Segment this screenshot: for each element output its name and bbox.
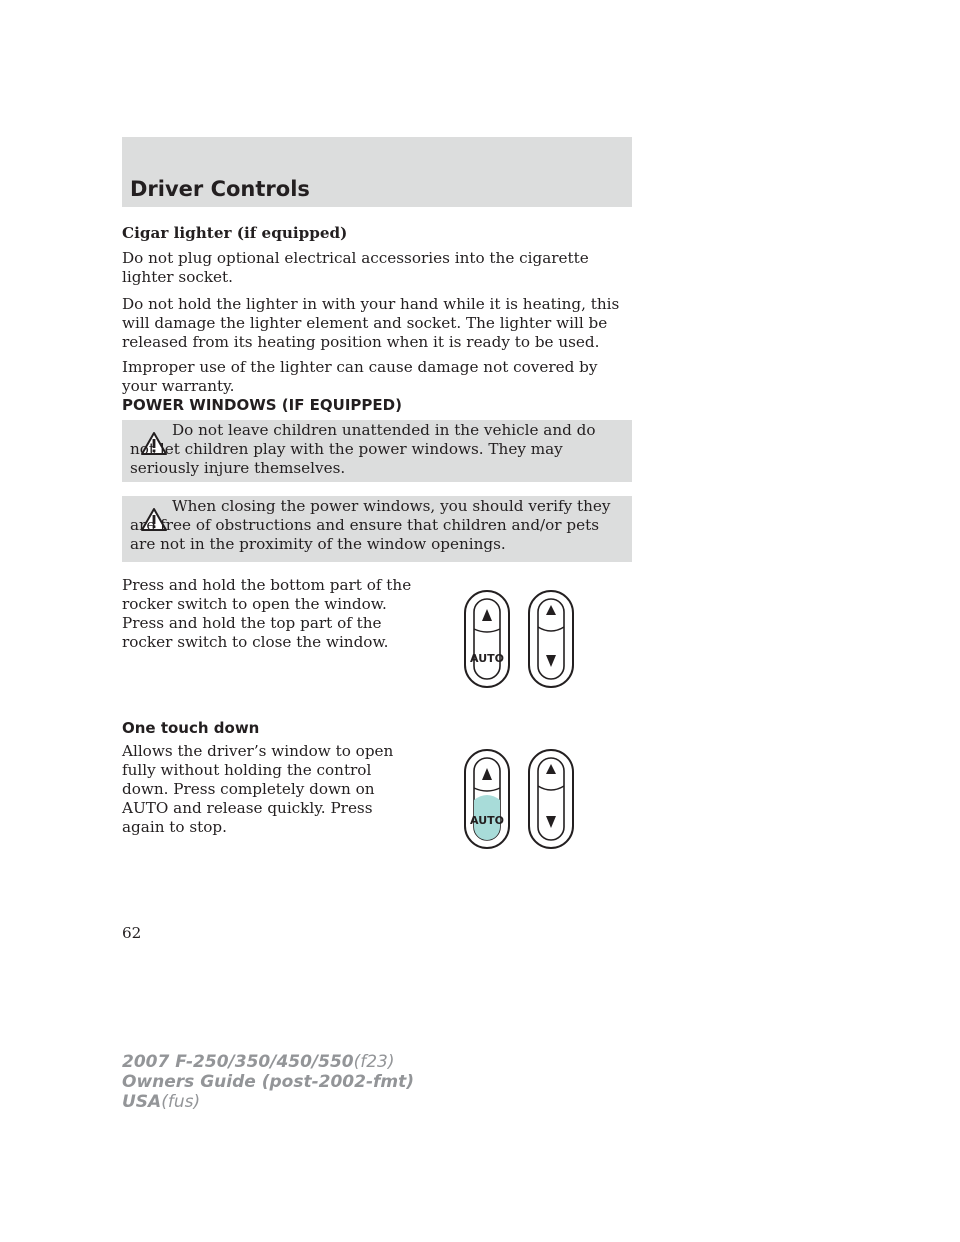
auto-rocker-switch xyxy=(465,591,509,687)
footer-market-code: (fus) xyxy=(161,1092,201,1112)
power-windows-heading: POWER WINDOWS (IF EQUIPPED) xyxy=(122,396,402,414)
one-touch-down-text: Allows the driver’s window to open fully without holding the control down. Press completely down on AUTO and release quickly. Press again to stop. xyxy=(122,742,394,836)
cigar-paragraph-1: Do not plug optional electrical accessories into the cigarette lighter socket. xyxy=(122,249,589,286)
rocker-switch-instructions: Press and hold the bottom part of the rocker switch to open the window. Press and hold the top part of the rocker switch to close the window. xyxy=(122,576,412,651)
passenger-rocker-switch xyxy=(529,750,573,848)
one-touch-down-heading: One touch down xyxy=(122,719,260,737)
warning-box-children xyxy=(122,420,632,482)
one-touch-switch-illustration xyxy=(455,744,585,852)
warning-text-obstructions: When closing the power windows, you should verify they are free of obstructions and ensure that children and/or pets are not in the proximity of the window openings. xyxy=(130,497,611,553)
footer-model: 2007 F-250/350/450/550 xyxy=(122,1052,354,1072)
passenger-rocker-switch xyxy=(529,591,573,687)
auto-rocker-switch-pressed xyxy=(465,750,509,848)
section-title: Driver Controls xyxy=(130,177,310,201)
cigar-paragraph-2: Do not hold the lighter in with your hand while it is heating, this will damage the lighter element and socket. The lighter will be released from its heating position when it is ready to be used. xyxy=(122,295,620,351)
document-footer xyxy=(122,1052,414,1112)
page-number: 62 xyxy=(122,924,142,942)
footer-guide-type: Owners Guide (post-2002-fmt) xyxy=(122,1072,415,1092)
cigar-lighter-heading: Cigar lighter (if equipped) xyxy=(122,224,348,242)
window-switch-illustration xyxy=(455,585,585,691)
footer-market: USA xyxy=(122,1092,162,1112)
cigar-paragraph-3: Improper use of the lighter can cause damage not covered by your warranty. xyxy=(122,358,598,395)
auto-label: AUTO xyxy=(470,814,504,827)
footer-model-code: (f23) xyxy=(353,1052,395,1072)
warning-box-obstructions xyxy=(122,496,632,562)
warning-text-children: Do not leave children unattended in the vehicle and do not let children play with the power windows. They may seriously injure themselves. xyxy=(130,421,596,477)
auto-label: AUTO xyxy=(470,652,504,665)
